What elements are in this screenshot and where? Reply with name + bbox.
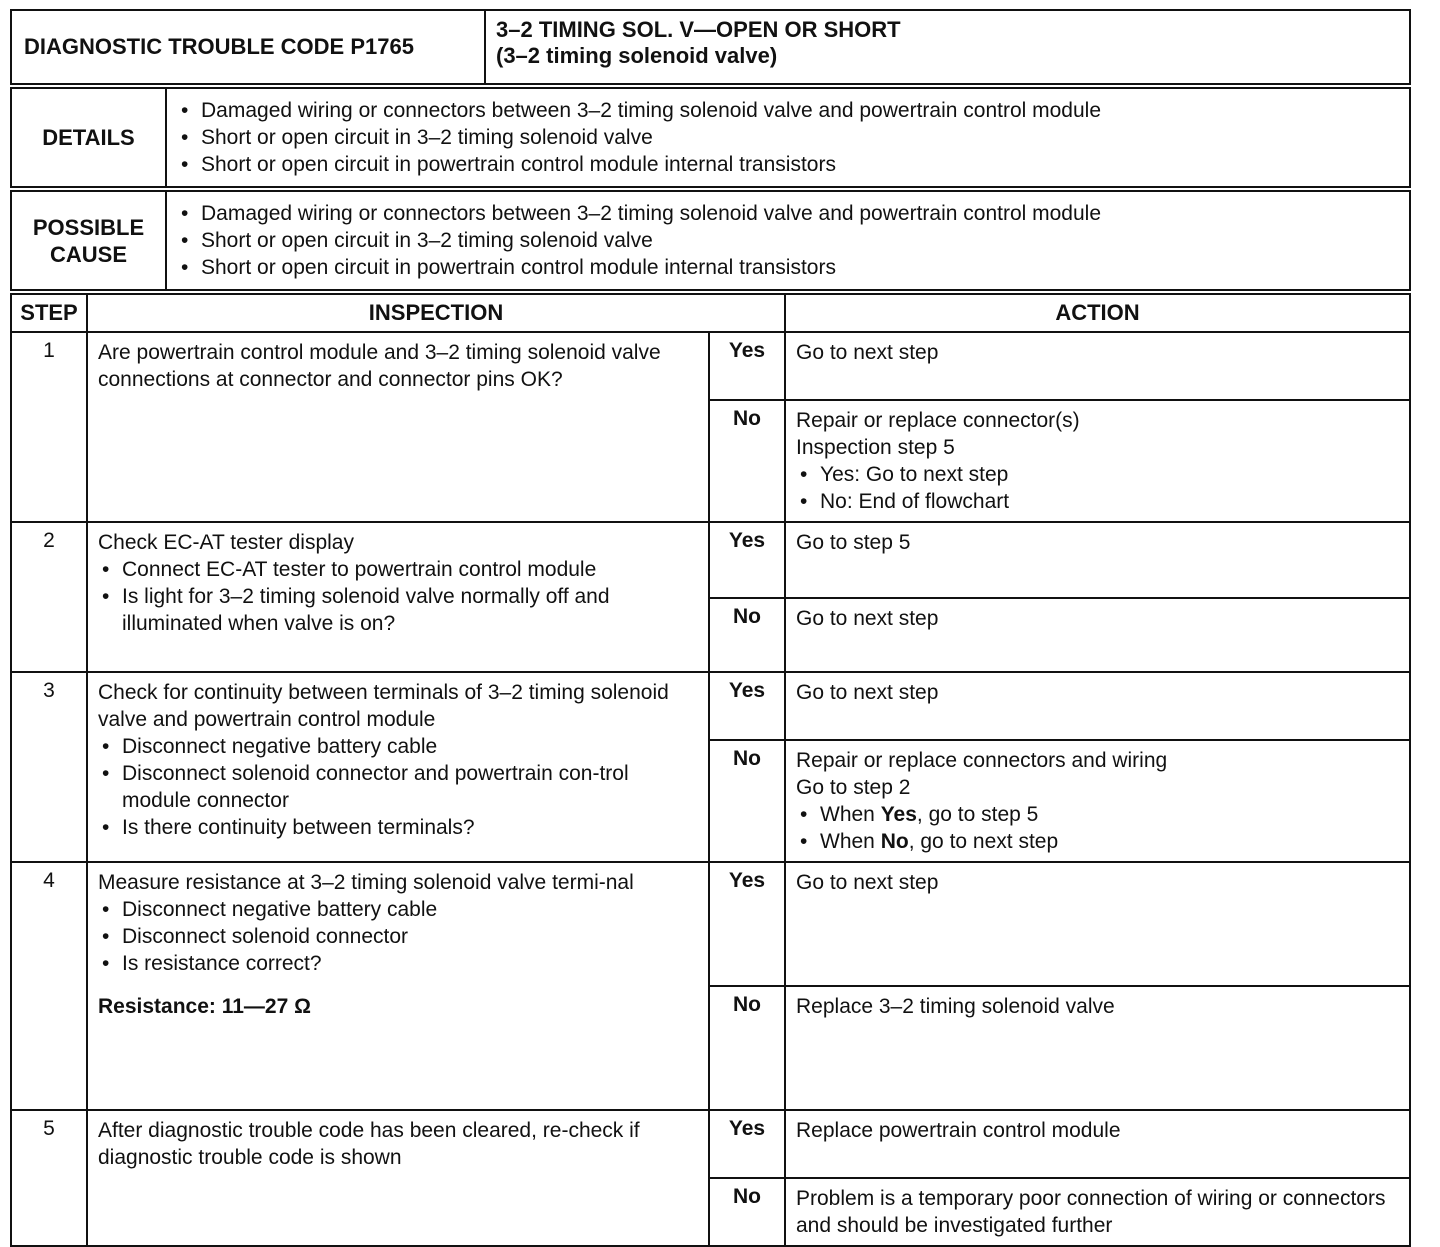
- possible-cause-label-line2: CAUSE: [49, 241, 127, 267]
- no-word: No: [880, 830, 909, 853]
- yes-label: Yes: [709, 332, 785, 400]
- step-inspection-item: • Disconnect negative battery cable: [98, 733, 698, 760]
- code-title-line2: (3–2 timing solenoid valve): [496, 43, 778, 68]
- header-table: [10, 9, 1411, 85]
- step-column-header: STEP: [11, 294, 87, 332]
- possible-cause-body: [166, 191, 1410, 290]
- no-action: Problem is a temporary poor connection of wiring or connectors and should be investigated further: [785, 1178, 1410, 1246]
- details-body: [166, 88, 1410, 187]
- step-number: 5: [11, 1110, 87, 1246]
- possible-cause-label: [11, 191, 166, 290]
- no-action-line: Repair or replace connector(s): [796, 409, 1080, 432]
- step-inspection-list: [98, 733, 698, 841]
- no-action-list: [796, 461, 1399, 515]
- yes-action: Replace powertrain control module: [785, 1110, 1410, 1178]
- step-number: 4: [11, 862, 87, 1110]
- no-action-line: Repair or replace connectors and wiring: [796, 749, 1168, 772]
- step-inspection-item: • Disconnect solenoid connector and powertrain con-trol module connector: [98, 760, 698, 814]
- no-label: No: [709, 740, 785, 862]
- no-action-item: • Yes: Go to next step: [796, 461, 1399, 488]
- details-list: [177, 97, 1399, 178]
- step-inspection: [87, 672, 709, 862]
- step-inspection-text: Check EC-AT tester display: [98, 531, 354, 554]
- possible-cause-table: [10, 190, 1411, 291]
- details-label: DETAILS: [11, 88, 166, 187]
- yes-label: Yes: [709, 862, 785, 986]
- resistance-spec: Resistance: 11—27 Ω: [98, 995, 311, 1018]
- yes-action: Go to next step: [785, 862, 1410, 986]
- yes-label: Yes: [709, 672, 785, 740]
- yes-action: Go to next step: [785, 672, 1410, 740]
- step-inspection-text: Check for continuity between terminals of 3–2 timing solenoid valve and powertrain control module: [98, 681, 669, 731]
- no-label: No: [709, 400, 785, 522]
- details-item: • Damaged wiring or connectors between 3–2 timing solenoid valve and powertrain control module: [177, 97, 1399, 124]
- step-number: 3: [11, 672, 87, 862]
- trouble-code-label: DIAGNOSTIC TROUBLE CODE P1765: [11, 10, 485, 84]
- possible-cause-list: [177, 200, 1399, 281]
- no-label: No: [709, 1178, 785, 1246]
- step-inspection-item: • Disconnect solenoid connector: [98, 923, 698, 950]
- steps-table: [10, 293, 1411, 1247]
- no-action: [785, 740, 1410, 862]
- yes-label: Yes: [709, 1110, 785, 1178]
- step-inspection: [87, 522, 709, 672]
- when-yes-tail: , go to step 5: [916, 803, 1039, 826]
- when-word: When: [820, 803, 875, 826]
- step-inspection: [87, 862, 709, 1110]
- no-action-line: Inspection step 5: [796, 436, 955, 459]
- when-word: When: [820, 830, 875, 853]
- diagnostic-document: [10, 9, 1411, 1247]
- inspection-column-header: INSPECTION: [87, 294, 785, 332]
- step-inspection: After diagnostic trouble code has been cleared, re-check if diagnostic trouble code is shown: [87, 1110, 709, 1246]
- no-action-list: [796, 801, 1399, 855]
- possible-cause-label-line1: POSSIBLE: [32, 214, 145, 240]
- step-inspection-list: [98, 556, 698, 637]
- step-inspection-list: [98, 896, 698, 977]
- no-action-item: [796, 801, 1399, 828]
- step-inspection-item: • Is light for 3–2 timing solenoid valve normally off and illuminated when valve is on?: [98, 583, 698, 637]
- step-inspection-item: • Connect EC-AT tester to powertrain control module: [98, 556, 698, 583]
- step-inspection-item: • Is there continuity between terminals?: [98, 814, 698, 841]
- step-inspection-item: • Is resistance correct?: [98, 950, 698, 977]
- no-action: Replace 3–2 timing solenoid valve: [785, 986, 1410, 1110]
- step-number: 2: [11, 522, 87, 672]
- action-column-header: ACTION: [785, 294, 1410, 332]
- details-item: • Short or open circuit in 3–2 timing solenoid valve: [177, 124, 1399, 151]
- yes-action: Go to step 5: [785, 522, 1410, 598]
- yes-label: Yes: [709, 522, 785, 598]
- no-label: No: [709, 598, 785, 672]
- when-no-tail: , go to next step: [908, 830, 1059, 853]
- no-action-item: [796, 828, 1399, 855]
- no-action: Go to next step: [785, 598, 1410, 672]
- step-inspection: Are powertrain control module and 3–2 timing solenoid valve connections at connector and connector pins OK?: [87, 332, 709, 522]
- yes-word: Yes: [880, 803, 917, 826]
- no-label: No: [709, 986, 785, 1110]
- no-action: [785, 400, 1410, 522]
- no-action-line: Go to step 2: [796, 776, 911, 799]
- details-table: [10, 87, 1411, 188]
- no-action-item: • No: End of flowchart: [796, 488, 1399, 515]
- details-item: • Short or open circuit in powertrain control module internal transistors: [177, 151, 1399, 178]
- step-inspection-item: • Disconnect negative battery cable: [98, 896, 698, 923]
- yes-action: Go to next step: [785, 332, 1410, 400]
- code-title: [485, 10, 1410, 84]
- possible-cause-item: • Damaged wiring or connectors between 3–2 timing solenoid valve and powertrain control module: [177, 200, 1399, 227]
- code-title-line1: 3–2 TIMING SOL. V—OPEN OR SHORT: [496, 17, 901, 42]
- possible-cause-item: • Short or open circuit in powertrain control module internal transistors: [177, 254, 1399, 281]
- step-inspection-text: Measure resistance at 3–2 timing solenoid valve termi-nal: [98, 871, 634, 894]
- step-number: 1: [11, 332, 87, 522]
- possible-cause-item: • Short or open circuit in 3–2 timing solenoid valve: [177, 227, 1399, 254]
